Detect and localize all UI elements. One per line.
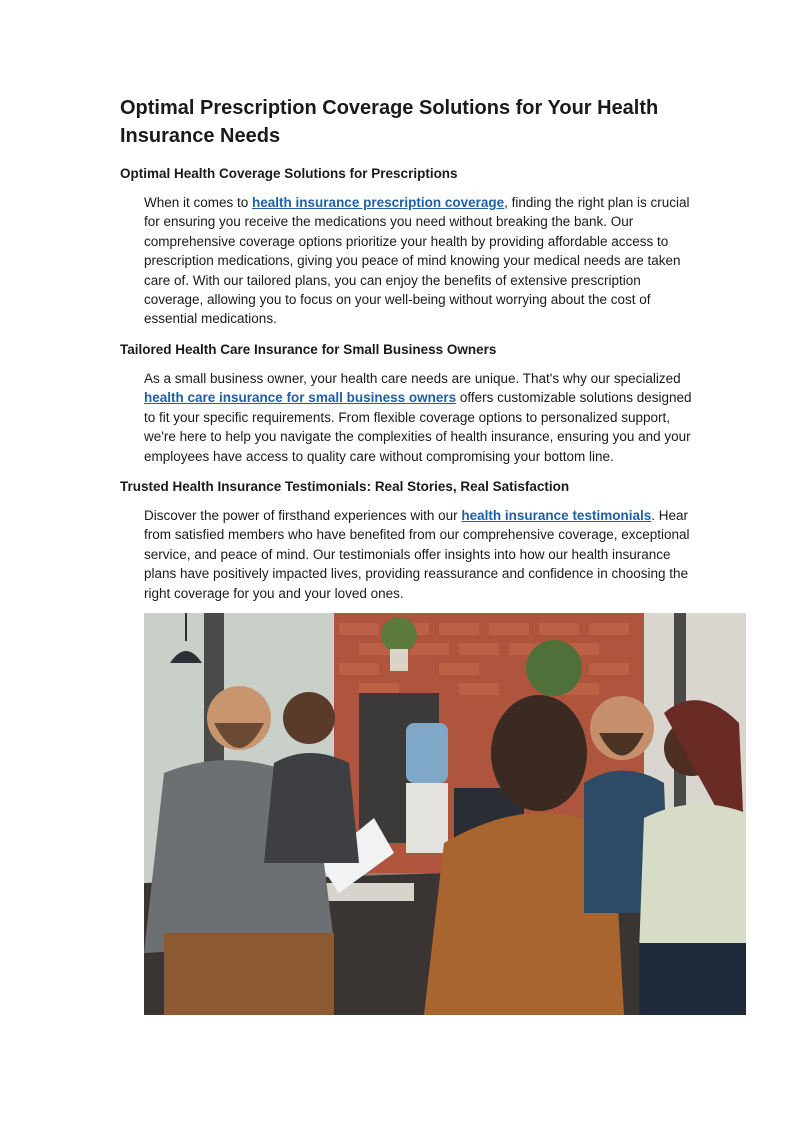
testimonials-link[interactable]: health insurance testimonials [461, 508, 652, 523]
section-heading-testimonials: Trusted Health Insurance Testimonials: Real Stories, Real Satisfaction [120, 479, 570, 494]
page-title: Optimal Prescription Coverage Solutions for Your Health Insurance Needs [120, 97, 659, 147]
section-heading-prescriptions: Optimal Health Coverage Solutions for Prescriptions [120, 166, 458, 181]
section-paragraph-small-business [144, 369, 700, 466]
small-business-insurance-link[interactable]: health care insurance for small business owners [144, 390, 457, 406]
paragraph-text: As a small business owner, your health care needs are unique. That's why our specialized [144, 371, 681, 386]
section-heading-small-business: Tailored Health Care Insurance for Small Business Owners [120, 342, 497, 357]
team-meeting-photo [144, 613, 746, 1015]
paragraph-text: , finding the right plan is crucial for ensuring you receive the medications you need without breaking the bank. Our comprehensive coverage options prioritize your health by providing affordable access to prescription medications, giving you peace of mind knowing your medical needs are taken care of. With our tailored plans, you can enjoy the benefits of extensive prescription coverage, allowing you to focus on your well-being without worrying about the cost of essential medications. [144, 195, 690, 327]
prescription-coverage-link[interactable]: health insurance prescription coverage [252, 195, 505, 210]
paragraph-text: When it comes to [144, 195, 253, 210]
paragraph-text: . Hear from satisfied members who have benefited from our comprehensive coverage, exceptional service, and peace of mind. Our testimonials offer insights into how our health insurance plans have positively impacted lives, providing reassurance and confidence in choosing the right coverage for you and your loved ones. [144, 508, 690, 601]
paragraph-text: offers customizable solutions designed to fit your specific requirements. From flexible coverage options to personalized support, we're here to help you navigate the complexities of health insurance, ensuring you and your employees have access to quality care without compromising your bottom line. [144, 390, 692, 464]
section-paragraph-testimonials [144, 506, 700, 603]
section-paragraph-prescriptions [144, 193, 700, 329]
paragraph-text: Discover the power of firsthand experiences with our [144, 508, 462, 523]
